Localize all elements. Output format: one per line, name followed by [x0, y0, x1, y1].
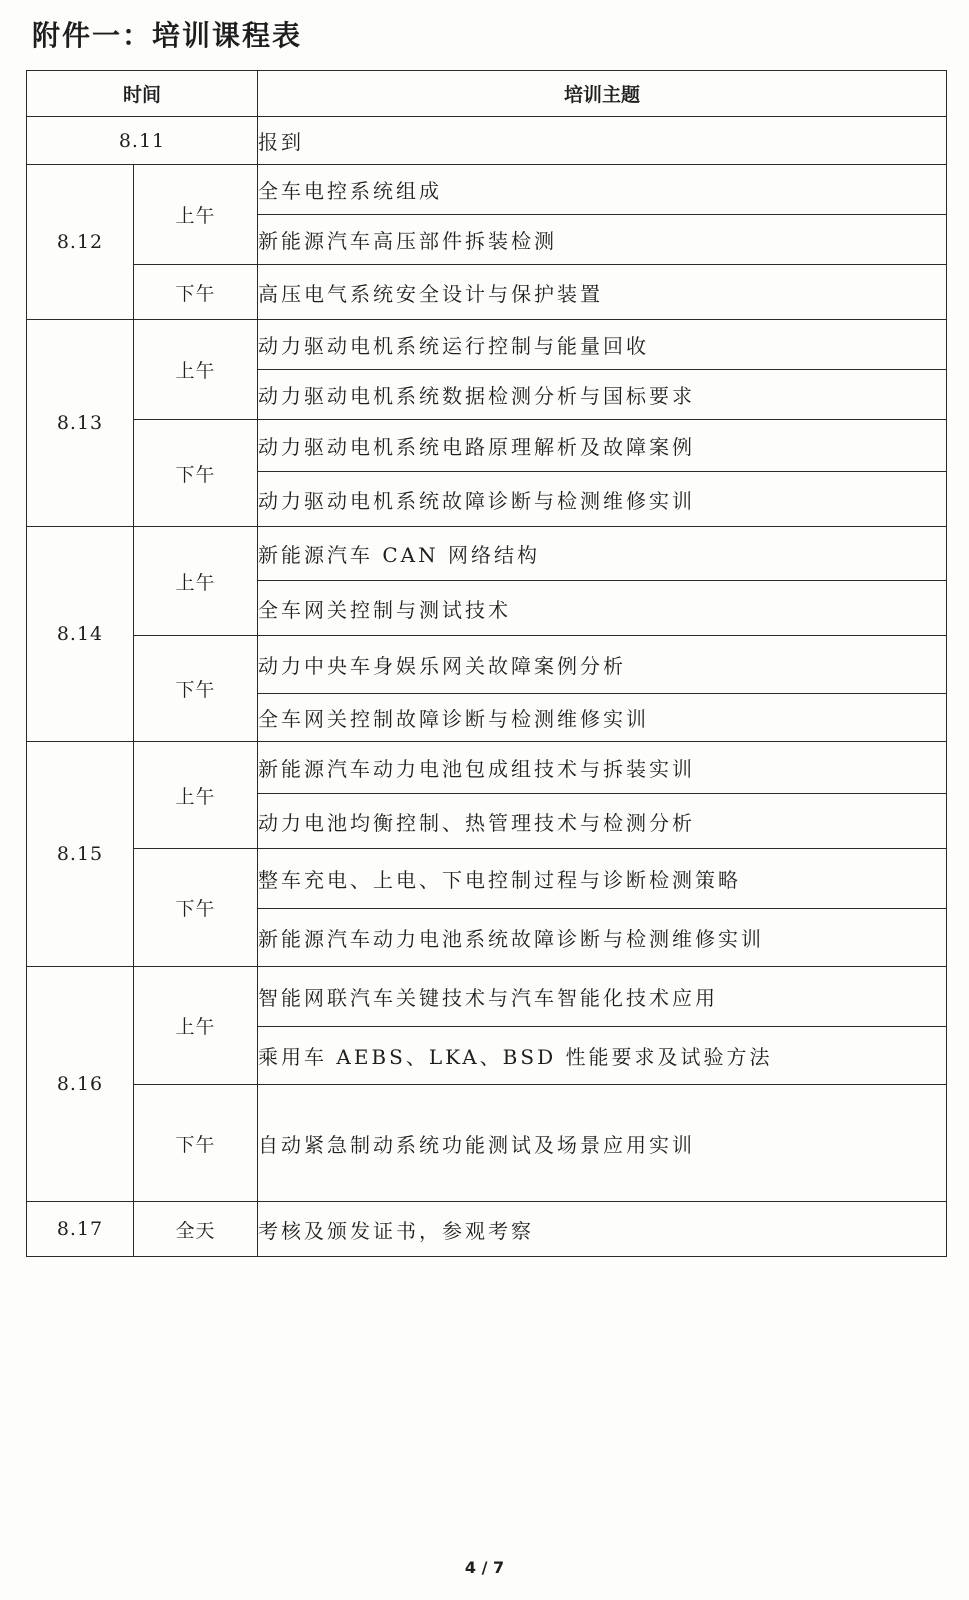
- topic-cell: 全车网关控制与测试技术: [258, 581, 947, 636]
- topic-cell: 整车充电、上电、下电控制过程与诊断检测策略: [258, 849, 947, 909]
- period-cell-morning: 上午: [134, 967, 258, 1085]
- table-row: [27, 420, 947, 472]
- date-cell: 8.17: [27, 1202, 134, 1257]
- topic-cell: 动力电池均衡控制、热管理技术与检测分析: [258, 794, 947, 849]
- topic-cell: 动力驱动电机系统数据检测分析与国标要求: [258, 370, 947, 420]
- table-row: [27, 742, 947, 794]
- date-cell: 8.15: [27, 742, 134, 967]
- topic-cell: 乘用车 AEBS、LKA、BSD 性能要求及试验方法: [258, 1027, 947, 1085]
- topic-cell: 全车网关控制故障诊断与检测维修实训: [258, 694, 947, 742]
- topic-cell: 自动紧急制动系统功能测试及场景应用实训: [258, 1085, 947, 1202]
- topic-cell: 全车电控系统组成: [258, 165, 947, 215]
- period-cell-afternoon: 下午: [134, 849, 258, 967]
- topic-cell: 智能网联汽车关键技术与汽车智能化技术应用: [258, 967, 947, 1027]
- period-cell-afternoon: 下午: [134, 420, 258, 527]
- table-row: [27, 849, 947, 909]
- table-row: [27, 967, 947, 1027]
- topic-cell: 新能源汽车 CAN 网络结构: [258, 527, 947, 581]
- training-schedule-table: [26, 70, 947, 1257]
- time-column-header: 时间: [27, 71, 258, 117]
- topic-column-header: 培训主题: [258, 71, 947, 117]
- table-row: [27, 265, 947, 320]
- table-row: [27, 1085, 947, 1202]
- date-cell: 8.12: [27, 165, 134, 320]
- table-row: [27, 636, 947, 694]
- date-cell: 8.16: [27, 967, 134, 1202]
- topic-cell: 高压电气系统安全设计与保护装置: [258, 265, 947, 320]
- page-title: 附件一：培训课程表: [32, 19, 303, 52]
- period-cell-morning: 上午: [134, 527, 258, 636]
- date-cell: 8.14: [27, 527, 134, 742]
- page-number: 4 / 7: [464, 1558, 505, 1577]
- date-cell: 8.11: [27, 117, 258, 165]
- topic-cell: 新能源汽车高压部件拆装检测: [258, 215, 947, 265]
- table-row: [27, 320, 947, 370]
- period-cell-afternoon: 下午: [134, 636, 258, 742]
- table-row: [27, 165, 947, 215]
- period-cell-morning: 上午: [134, 320, 258, 420]
- topic-cell: 报到: [258, 117, 947, 165]
- period-cell-afternoon: 下午: [134, 265, 258, 320]
- period-cell-allday: 全天: [134, 1202, 258, 1257]
- topic-cell: 动力驱动电机系统运行控制与能量回收: [258, 320, 947, 370]
- topic-cell: 动力中央车身娱乐网关故障案例分析: [258, 636, 947, 694]
- table-header-row: [27, 71, 947, 117]
- table-row: [27, 527, 947, 581]
- topic-cell: 考核及颁发证书，参观考察: [258, 1202, 947, 1257]
- topic-cell: 新能源汽车动力电池包成组技术与拆装实训: [258, 742, 947, 794]
- period-cell-afternoon: 下午: [134, 1085, 258, 1202]
- topic-cell: 动力驱动电机系统故障诊断与检测维修实训: [258, 472, 947, 527]
- topic-cell: 新能源汽车动力电池系统故障诊断与检测维修实训: [258, 909, 947, 967]
- period-cell-morning: 上午: [134, 165, 258, 265]
- date-cell: 8.13: [27, 320, 134, 527]
- topic-cell: 动力驱动电机系统电路原理解析及故障案例: [258, 420, 947, 472]
- table-row: [27, 1202, 947, 1257]
- period-cell-morning: 上午: [134, 742, 258, 849]
- table-row: [27, 117, 947, 165]
